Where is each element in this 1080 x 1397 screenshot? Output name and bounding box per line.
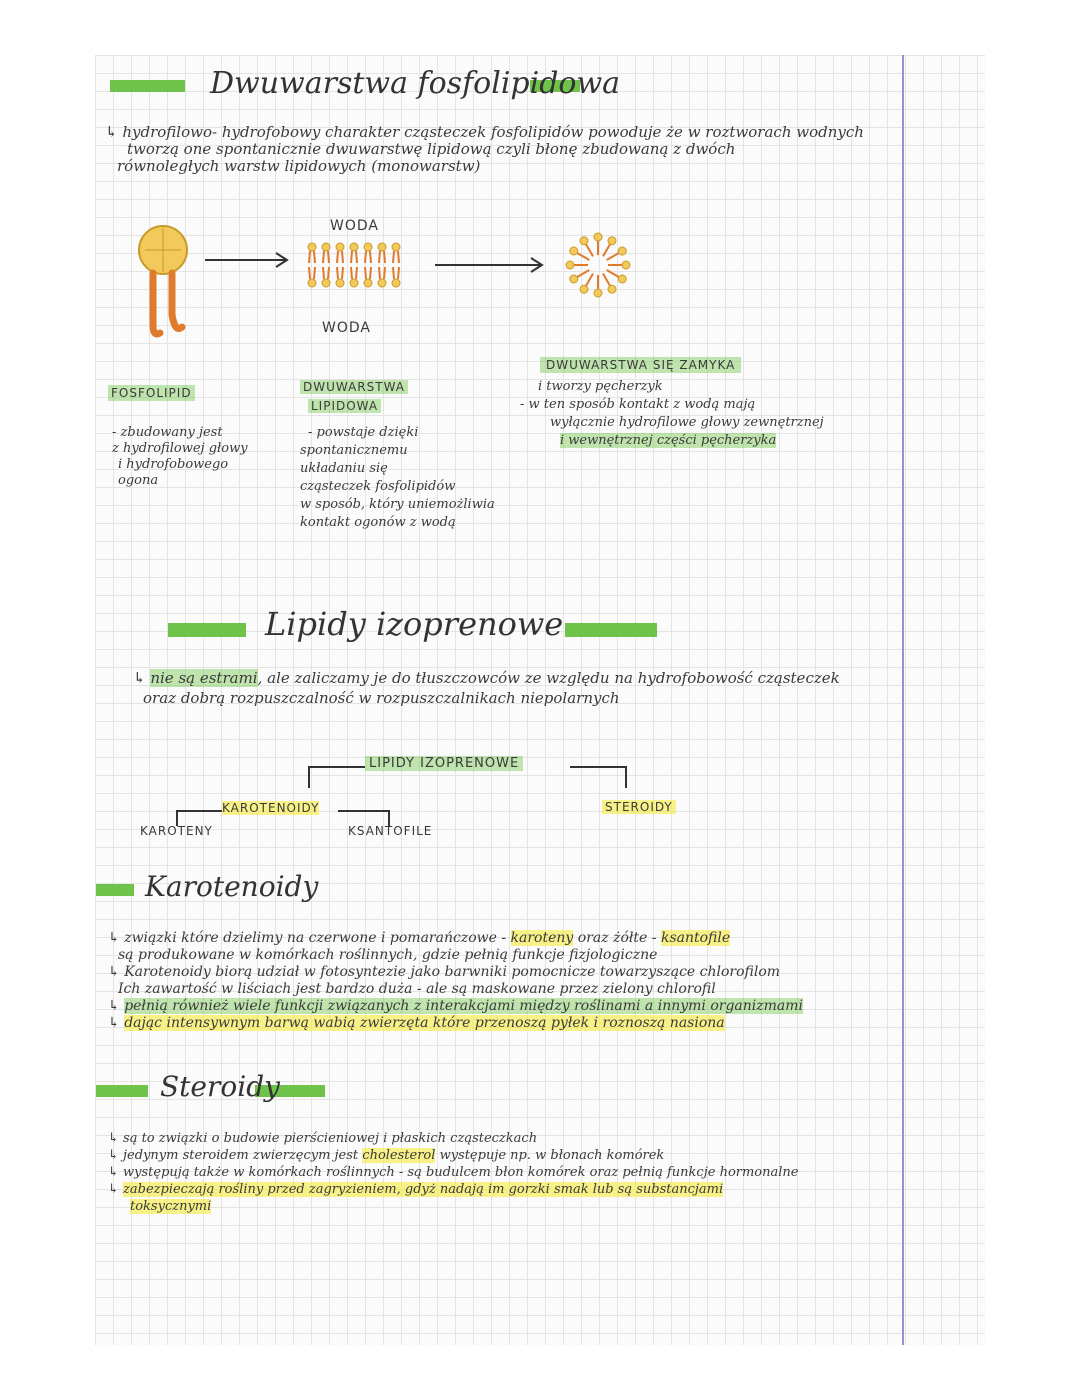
lipid-tail (323, 267, 329, 279)
lipid-tail (393, 267, 399, 279)
tree-branch-left (308, 766, 365, 788)
micelle-icon (566, 233, 630, 297)
lipid-tail (309, 251, 315, 263)
micelle-head (618, 275, 626, 283)
title-highlight-right-2 (565, 623, 657, 637)
arrow-right-icon-2 (435, 258, 542, 272)
fosfolipid-label: FOSFOLIPID (108, 385, 195, 401)
section-title-steroidy: Steroidy (160, 1070, 280, 1103)
section-title-karotenoidy: Karotenoidy (145, 870, 319, 903)
title-highlight-left (110, 80, 185, 92)
dwuwarstwa-label: DWUWARSTWA (300, 380, 408, 394)
lipid-head (336, 243, 344, 251)
bullet-arrow-icon: ↳ (133, 669, 151, 687)
dwuwarstwa-description: - powstaje dzięki spontanicznemu układaniu się cząsteczek fosfolipidów w sposób, który uniemożliwia kontakt ogonów z wodą (300, 425, 495, 530)
water-label-top: WODA (330, 218, 379, 234)
micelle-head (570, 275, 578, 283)
bullet-arrow-icon: ↳ (108, 1131, 124, 1146)
title-highlight-steroidy (96, 1085, 148, 1097)
lipid-head (378, 243, 386, 251)
lipidowa-label: LIPIDOWA (308, 399, 381, 413)
lipid-head (350, 279, 358, 287)
lipid-tail (337, 267, 343, 279)
steroidy-text: ↳ są to związki o budowie pierścieniowej i płaskich cząsteczkach ↳ jedynym steroidem zwierzęcym jest cholesterol występuje np. w błonach komórek ↳ występują także w komórkach roślinnych - są budulcem błon komórek oraz pełnią funkcje hormonalne ↳ zabezpieczają rośliny przed zagryzieniem, gdyż nadają im gorzki smak lub są substancjami toksycznymi (108, 1131, 799, 1214)
lipid-head (322, 279, 330, 287)
tree-root-label: LIPIDY IZOPRENOWE (365, 756, 523, 771)
bullet-arrow-icon: ↳ (105, 123, 123, 141)
lipid-head (364, 243, 372, 251)
micelle-head (580, 237, 588, 245)
lipid-tail (365, 267, 371, 279)
lipidy-intro: ↳ nie są estrami, ale zaliczamy je do tłuszczowców ze względu na hydrofobowość cząsteczek oraz dobrą rozpuszczalność w rozpuszczalnikach niepolarnych (133, 669, 840, 707)
lipid-head (392, 243, 400, 251)
section-title-dwuwarstwa: Dwuwarstwa fosfolipidowa (210, 66, 621, 101)
lipid-head (364, 279, 372, 287)
lipid-head (308, 243, 316, 251)
bullet-arrow-icon: ↳ (108, 998, 125, 1014)
lipid-head (336, 279, 344, 287)
zamyka-label: DWUWARSTWA SIĘ ZAMYKA (540, 357, 741, 373)
lipid-tail (379, 251, 385, 263)
fosfolipid-description: - zbudowany jest z hydrofilowej głowy i hydrofobowego ogona (112, 425, 248, 488)
tree-ksantofile-label: KSANTOFILE (348, 824, 433, 838)
phospholipid-diagram (120, 215, 680, 345)
lipid-head (392, 279, 400, 287)
title-highlight-karotenoidy (96, 884, 134, 896)
section-title-lipidy: Lipidy izoprenowe (265, 605, 564, 643)
lipid-tail (365, 251, 371, 263)
lipid-tail (351, 251, 357, 263)
karotenoidy-text: ↳ związki które dzielimy na czerwone i pomarańczowe - karoteny oraz żółte - ksantofile są produkowane w komórkach roślinnych, gdzie pełnią funkcje fizjologiczne ↳ Karotenoidy biorą udział w fotosyntezie jako barwniki pomocnicze towarzyszące chlorofilom Ich zawartość w liściach jest bardzo duża - ale są maskowane przez zielony chlorofil ↳ pełnią również wiele funkcji związanych z interakcjami między roślinami a innymi organizmami ↳ dając intensywnym barwą wabią zwierzęta które przenoszą pyłek i roznoszą nasiona (108, 930, 804, 1031)
tree-branch-right (570, 766, 627, 788)
micelle-head (608, 237, 616, 245)
tree-karoteny-label: KAROTENY (140, 824, 213, 838)
micelle-head (570, 247, 578, 255)
micelle-head (580, 285, 588, 293)
lipid-tail (337, 251, 343, 263)
lipid-tail (351, 267, 357, 279)
tree-karotenoidy-label: KAROTENOIDY (222, 801, 320, 815)
title-highlight-left-2 (168, 623, 246, 637)
micelle-head (618, 247, 626, 255)
micelle-head (566, 261, 574, 269)
lipid-tail (393, 251, 399, 263)
zamyka-description: i tworzy pęcherzyk - w ten sposób kontakt z wodą mają wyłącznie hydrofilowe głowy zewnętrznej i wewnętrznej części pęcherzyka (520, 379, 824, 448)
lipid-head (350, 243, 358, 251)
bullet-arrow-icon: ↳ (108, 1148, 124, 1163)
lipid-head (322, 243, 330, 251)
micelle-head (608, 285, 616, 293)
intro-paragraph: ↳ hydrofilowo- hydrofobowy charakter cząsteczek fosfolipidów powoduje że w roztworach wodnych tworzą one spontanicznie dwuwarstwę lipidową czyli błonę zbudowaną z dwóch równoległych warstw lipidowych (monowarstw) (105, 123, 864, 175)
bullet-arrow-icon: ↳ (108, 1015, 125, 1031)
arrow-right-icon (205, 253, 287, 267)
margin-line (902, 55, 904, 1345)
bullet-arrow-icon: ↳ (108, 930, 125, 946)
bullet-arrow-icon: ↳ (108, 964, 125, 980)
lipid-tail (379, 267, 385, 279)
water-label-bottom: WODA (322, 320, 371, 336)
micelle-head (594, 289, 602, 297)
phospholipid-molecule-icon (139, 226, 187, 334)
lipid-tail (323, 251, 329, 263)
bullet-arrow-icon: ↳ (108, 1165, 124, 1180)
lipid-tail (309, 267, 315, 279)
micelle-head (594, 233, 602, 241)
lipid-head (378, 279, 386, 287)
bullet-arrow-icon: ↳ (108, 1182, 124, 1197)
tree-steroidy-label: STEROIDY (602, 800, 676, 814)
lipid-head (308, 279, 316, 287)
bilayer-icon (308, 243, 400, 287)
micelle-head (622, 261, 630, 269)
